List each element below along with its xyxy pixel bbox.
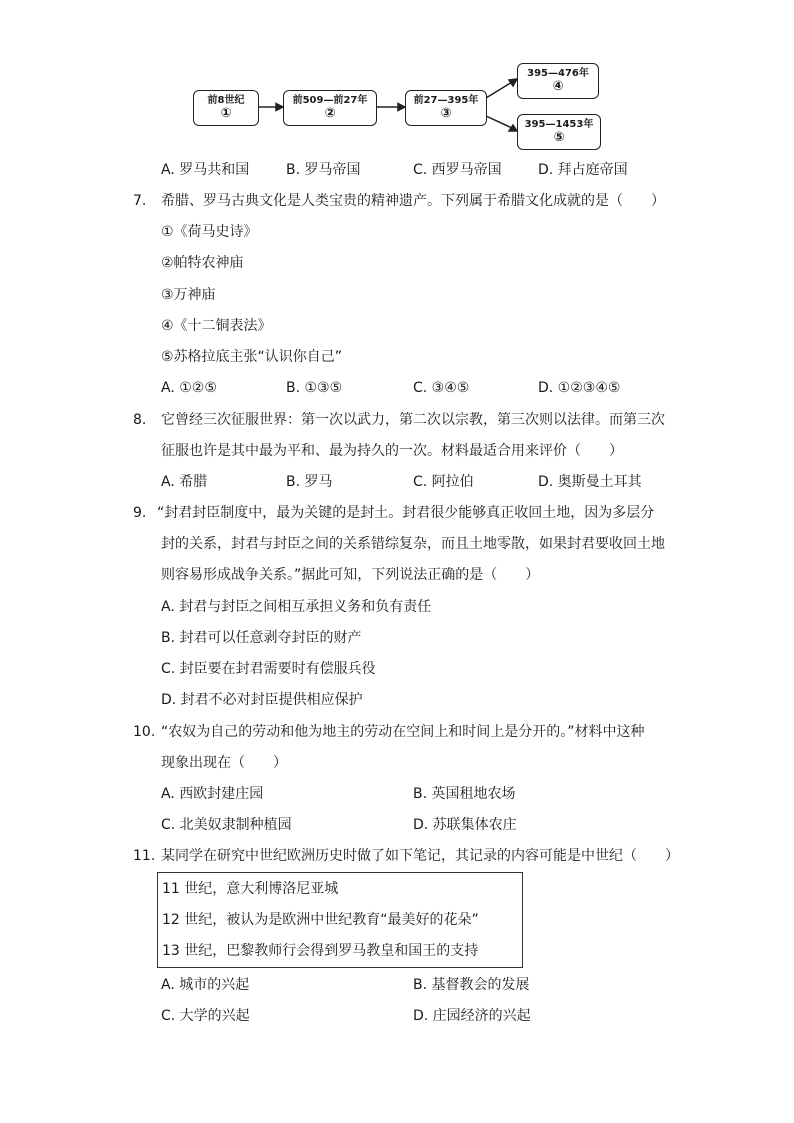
- q7-option-b[interactable]: B. ①③⑤: [286, 380, 343, 396]
- q11-option-a[interactable]: A. 城市的兴起: [161, 977, 250, 993]
- q9-stem-line-3: 则容易形成战争关系。”据此可知，下列说法正确的是（ ）: [161, 567, 540, 583]
- q9-stem-line-2: 封的关系，封君与封臣之间的关系错综复杂，而且土地零散，如果封君要收回土地: [161, 536, 665, 552]
- q7-item-3: ③万神庙: [161, 287, 216, 303]
- q10-option-b[interactable]: B. 英国租地农场: [413, 786, 516, 802]
- q7-stem: 希腊、罗马古典文化是人类宝贵的精神遗产。下列属于希腊文化成就的是（ ）: [161, 193, 665, 209]
- q8-option-d[interactable]: D. 奥斯曼土耳其: [538, 474, 642, 490]
- q8-number: 8.: [133, 412, 147, 428]
- q7-item-4: ④《十二铜表法》: [161, 318, 272, 334]
- q11-option-b[interactable]: B. 基督教会的发展: [413, 977, 530, 993]
- timeline-box-4-label: 395—476年: [527, 68, 589, 79]
- q8-option-a[interactable]: A. 希腊: [161, 474, 208, 490]
- q9-stem-line-1: “封君封臣制度中，最为关键的是封土。封君很少能够真正收回土地，因为多层分: [157, 505, 655, 521]
- q7-option-c[interactable]: C. ③④⑤: [413, 380, 470, 396]
- q11-option-d[interactable]: D. 庄园经济的兴起: [413, 1008, 531, 1024]
- q9-option-d[interactable]: D. 封君不必对封臣提供相应保护: [161, 692, 363, 708]
- timeline-box-5-num: ⑤: [553, 130, 565, 145]
- timeline-box-3-num: ③: [440, 106, 452, 121]
- q7-item-5: ⑤苏格拉底主张“认识你自己”: [161, 349, 343, 365]
- q8-stem-line-1: 它曾经三次征服世界：第一次以武力，第二次以宗教，第三次则以法律。而第三次: [161, 412, 665, 428]
- q10-option-a[interactable]: A. 西欧封建庄园: [161, 786, 264, 802]
- q7-item-1: ①《荷马史诗》: [161, 224, 258, 240]
- q8-option-b[interactable]: B. 罗马: [286, 474, 333, 490]
- q8-stem-line-2: 征服也许是其中最为平和、最为持久的一次。材料最适合用来评价（ ）: [161, 443, 623, 459]
- q11-stem: 某同学在研究中世纪欧洲历史时做了如下笔记，其记录的内容可能是中世纪（ ）: [161, 848, 679, 864]
- q9-option-a[interactable]: A. 封君与封臣之间相互承担义务和负有责任: [161, 599, 432, 615]
- q11-note-2: 12 世纪，被认为是欧洲中世纪教育“最美好的花朵”: [162, 912, 479, 928]
- timeline-box-3-label: 前27—395年: [413, 95, 479, 106]
- timeline-box-3: [405, 90, 487, 126]
- q10-stem-line-1: “农奴为自己的劳动和他为地主的劳动在空间上和时间上是分开的。”材料中这种: [161, 724, 645, 740]
- timeline-box-1-num: ①: [220, 106, 232, 121]
- q6-option-b[interactable]: B. 罗马帝国: [286, 162, 361, 178]
- timeline-box-1-label: 前8世纪: [207, 95, 245, 106]
- timeline-box-2: [283, 90, 377, 126]
- timeline-box-5-label: 395—1453年: [524, 119, 594, 130]
- timeline-box-5: [517, 114, 601, 150]
- q9-option-c[interactable]: C. 封臣要在封君需要时有偿服兵役: [161, 661, 376, 677]
- q10-stem-line-2: 现象出现在（ ）: [161, 755, 287, 771]
- q10-option-c[interactable]: C. 北美奴隶制种植园: [161, 817, 292, 833]
- q6-option-a[interactable]: A. 罗马共和国: [161, 162, 250, 178]
- q8-option-c[interactable]: C. 阿拉伯: [413, 474, 474, 490]
- timeline-diagram-arrows: [0, 0, 794, 160]
- q7-option-d[interactable]: D. ①②③④⑤: [538, 380, 621, 396]
- q11-notes-box: [157, 872, 523, 968]
- q7-option-a[interactable]: A. ①②⑤: [161, 380, 217, 396]
- timeline-box-4: [517, 63, 599, 99]
- q7-item-2: ②帕特农神庙: [161, 255, 244, 271]
- q10-number: 10.: [133, 724, 156, 740]
- q10-option-d[interactable]: D. 苏联集体农庄: [413, 817, 517, 833]
- timeline-box-2-label: 前509—前27年: [292, 95, 368, 106]
- q7-number: 7.: [133, 193, 147, 209]
- q6-option-d[interactable]: D. 拜占庭帝国: [538, 162, 628, 178]
- timeline-box-1: [193, 90, 259, 126]
- q6-option-c[interactable]: C. 西罗马帝国: [413, 162, 502, 178]
- q9-option-b[interactable]: B. 封君可以任意剥夺封臣的财产: [161, 630, 362, 646]
- q11-option-c[interactable]: C. 大学的兴起: [161, 1008, 250, 1024]
- q11-note-3: 13 世纪，巴黎教师行会得到罗马教皇和国王的支持: [162, 943, 479, 959]
- timeline-box-4-num: ④: [552, 79, 564, 94]
- q9-number: 9.: [133, 505, 147, 521]
- q11-note-1: 11 世纪，意大利博洛尼亚城: [162, 881, 339, 897]
- q11-number: 11.: [133, 848, 156, 864]
- timeline-box-2-num: ②: [324, 106, 336, 121]
